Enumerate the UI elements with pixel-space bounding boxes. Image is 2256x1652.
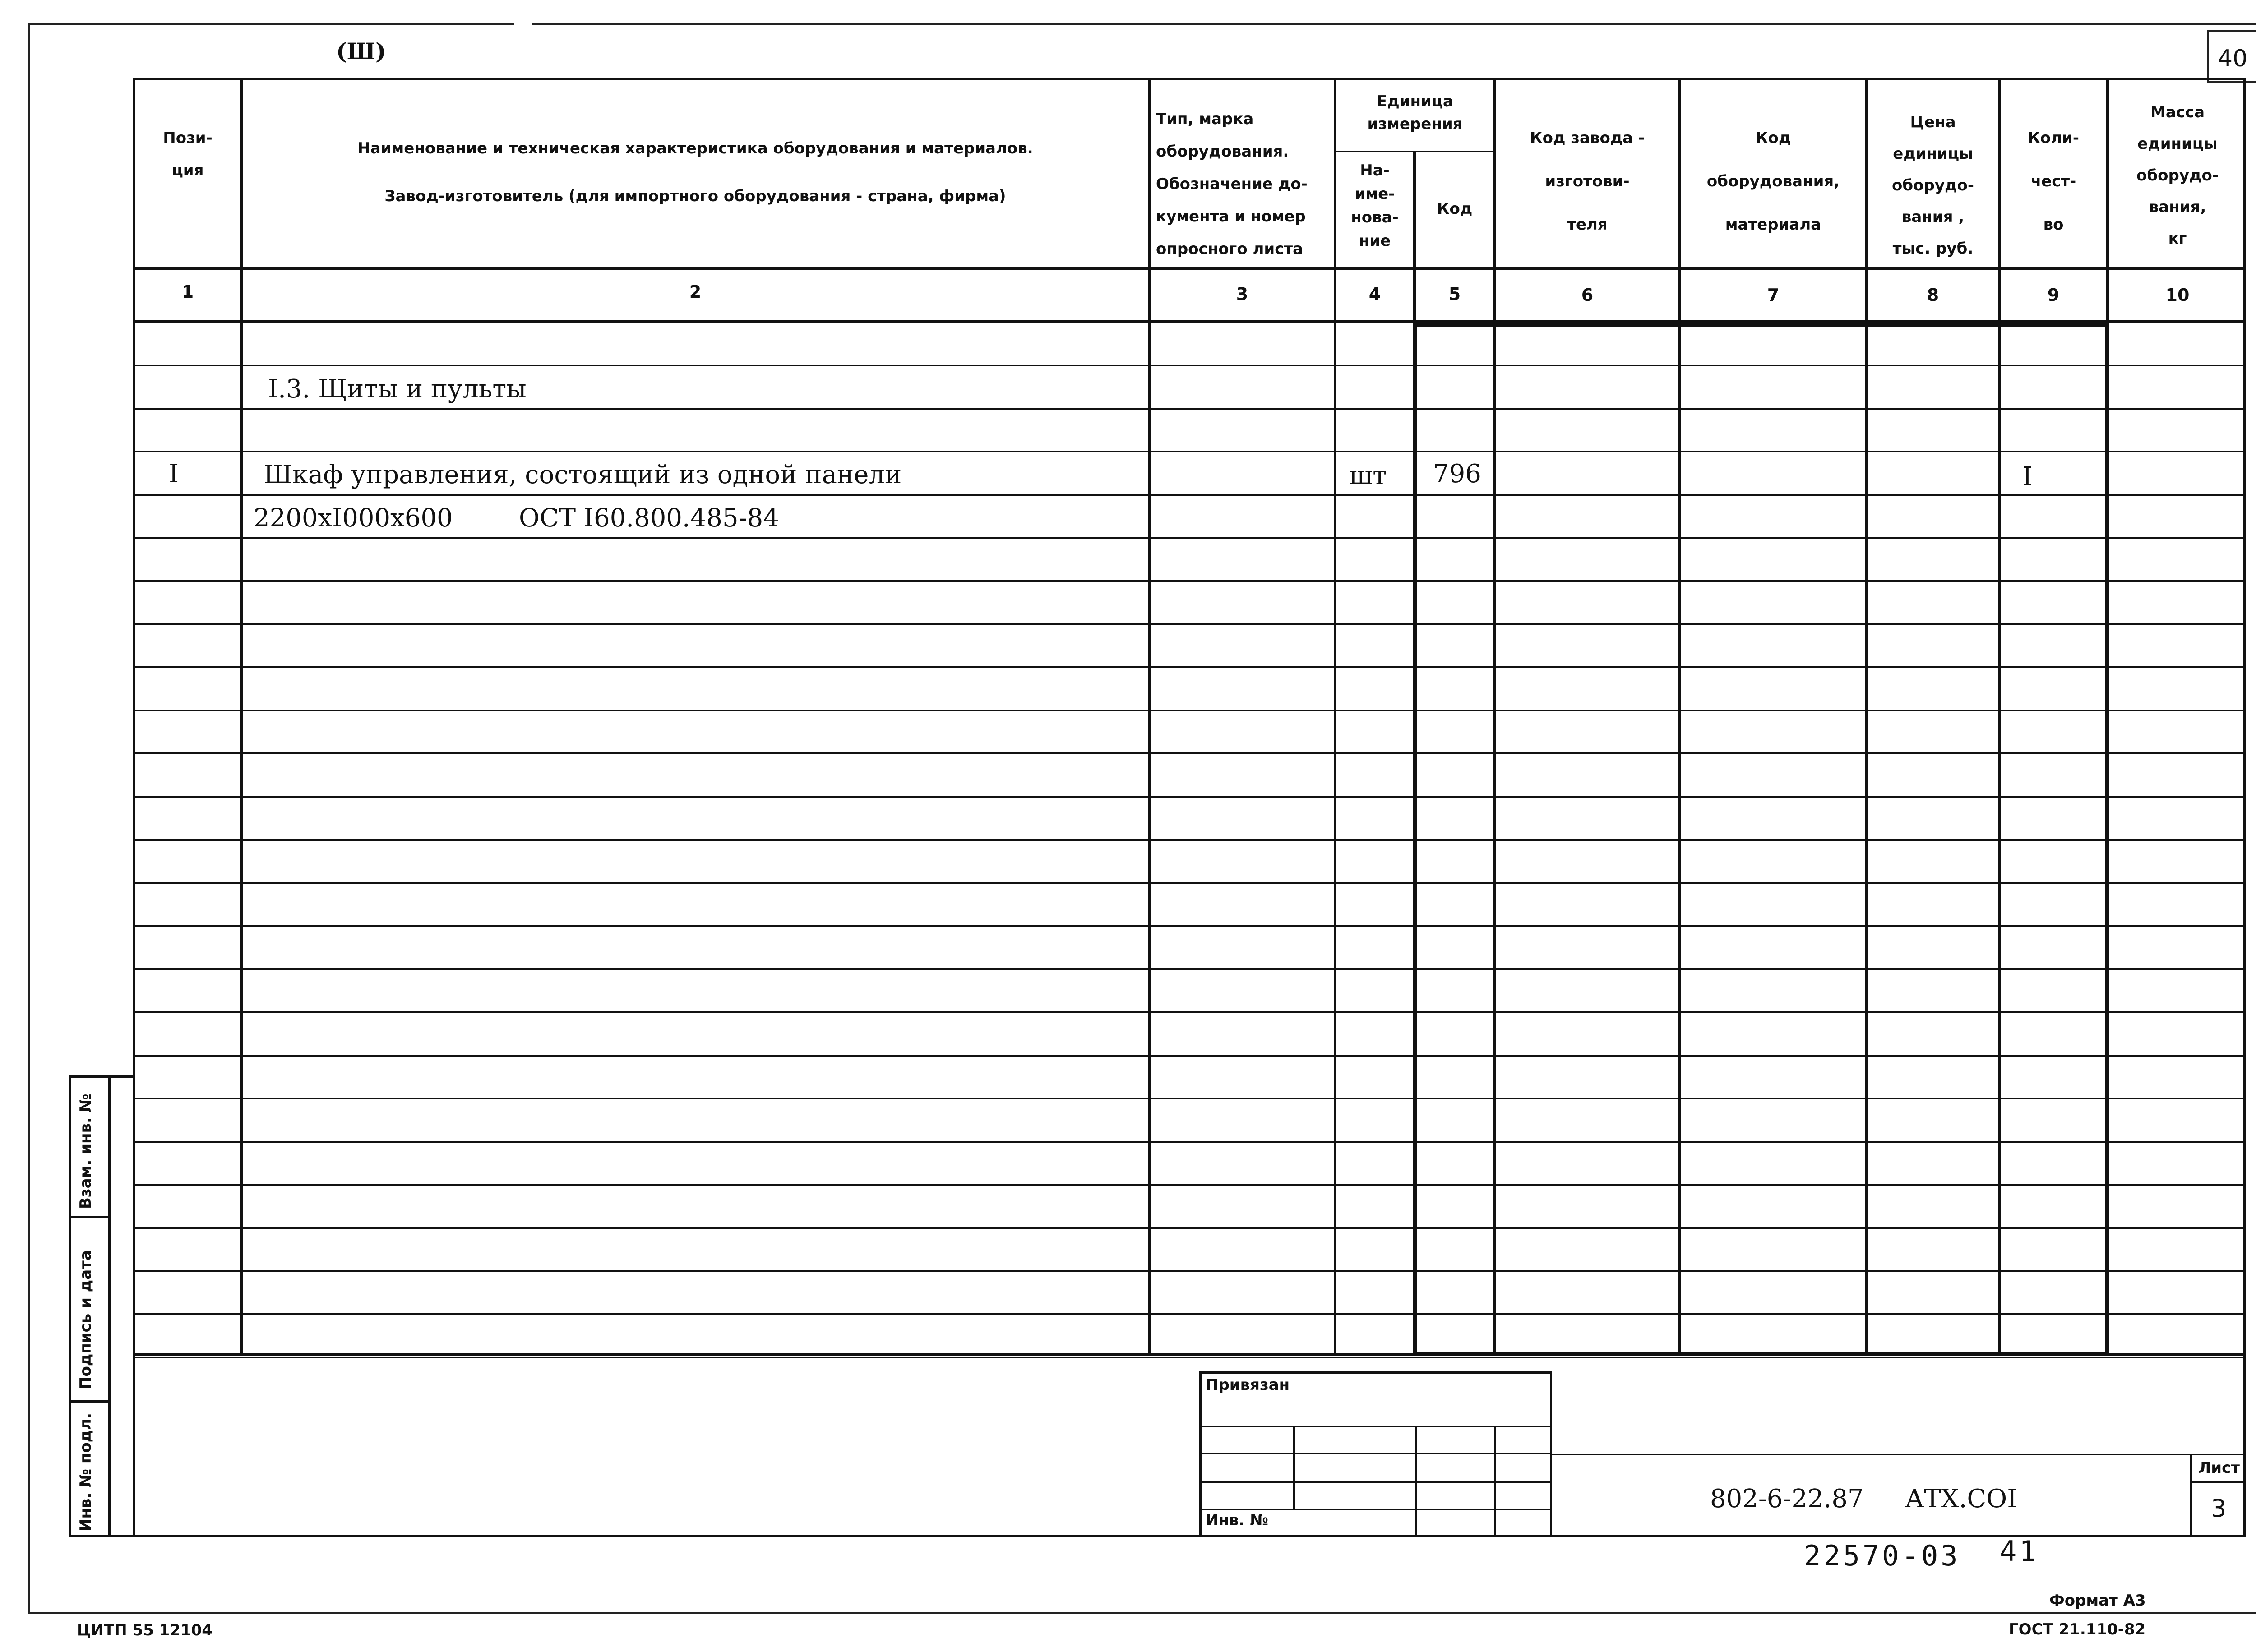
title-block-top <box>1550 1454 2246 1455</box>
privyazan-label: Привязан <box>1206 1376 1290 1394</box>
col-number-2: 2 <box>689 282 702 302</box>
top-page-number: 40 <box>2218 45 2248 72</box>
stamp-vline-3 <box>1494 1426 1496 1537</box>
item-code: 796 <box>1433 459 1481 489</box>
side-divider-1 <box>69 1216 109 1218</box>
header-col10: Масса единицы оборудо- вания, кг <box>2136 103 2219 248</box>
col-number-6: 6 <box>1581 285 1594 305</box>
item-quantity: I <box>2022 462 2033 491</box>
col-line-1 <box>240 78 243 1356</box>
side-label-inv-podl: Инв. № подл. <box>77 1412 95 1532</box>
handwritten-number: 22570-03 <box>1804 1539 1960 1572</box>
doc-code: 802-6-22.87 <box>1710 1484 1864 1514</box>
header-col7: Код оборудования, материала <box>1706 129 1840 234</box>
side-vertical <box>108 1075 111 1537</box>
col-number-1: 1 <box>181 282 194 302</box>
side-divider-2 <box>69 1400 109 1403</box>
header-bottom-line <box>133 267 2246 270</box>
col-line-3 <box>1334 78 1336 1356</box>
header-col2: Наименование и техническая характеристика оборудования и материалов. Завод-изготовитель (для импортного оборудования - страна, фирма) <box>357 139 1033 205</box>
stamp-line-4 <box>1199 1509 1552 1510</box>
col-number-9: 9 <box>2047 285 2060 305</box>
stamp-line-1 <box>1199 1426 1552 1427</box>
footer-format: Формат А3 <box>2049 1592 2146 1610</box>
bold-data-box <box>1413 323 2109 1356</box>
item-position: I <box>169 459 179 489</box>
doc-mark: АТХ.СОI <box>1905 1484 2017 1514</box>
side-label-vzam: Взам. инв. № <box>77 1094 95 1209</box>
header-col5: Код <box>1437 200 1473 218</box>
item-unit: шт <box>1349 461 1387 490</box>
header-col6: Код завода - изготови- теля <box>1530 129 1645 234</box>
col-number-4: 4 <box>1368 284 1381 304</box>
stamp-line-2 <box>1199 1453 1552 1454</box>
list-box-divider <box>2190 1481 2246 1483</box>
header-unit-group: Единица измерения <box>1367 92 1463 133</box>
col-number-8: 8 <box>1927 285 1939 305</box>
header-col9: Коли- чест- во <box>2028 129 2079 234</box>
col-number-10: 10 <box>2165 285 2190 305</box>
col-number-7: 7 <box>1767 285 1780 305</box>
side-label-podpis: Подпись и дата <box>77 1250 95 1389</box>
footer-left: ЦИТП 55 12104 <box>77 1621 213 1639</box>
footer-gost: ГОСТ 21.110-82 <box>2009 1620 2146 1638</box>
inv-no-label: Инв. № <box>1206 1511 1269 1529</box>
col-line-2 <box>1148 78 1151 1356</box>
list-label: Лист <box>2198 1459 2240 1477</box>
col-number-5: 5 <box>1448 284 1461 304</box>
item-standard: ОСТ I60.800.485-84 <box>519 503 779 533</box>
stamp-vline-1 <box>1293 1426 1295 1509</box>
item-spec: 2200хI000х600 <box>254 503 453 533</box>
header-col8: Цена единицы оборудо- вания , тыс. руб. <box>1892 113 1974 258</box>
col-number-3: 3 <box>1236 284 1248 304</box>
section-title: I.3. Щиты и пульты <box>268 374 527 404</box>
header-col1: Пози- ция <box>163 129 213 180</box>
stamp-vline-2 <box>1415 1426 1417 1537</box>
section-mark: (Ш) <box>336 38 386 65</box>
stamp-line-3 <box>1199 1481 1552 1483</box>
header-col3: Тип, марка оборудования. Обозначение до- кумента и номер опросного листа <box>1156 110 1308 258</box>
frame-top-gap <box>514 20 532 29</box>
list-number: 3 <box>2211 1494 2227 1523</box>
header-col4: На- име- нова- ние <box>1351 162 1399 250</box>
item-name: Шкаф управления, состоящий из одной панели <box>264 460 902 489</box>
handwritten-page: 41 <box>2000 1535 2039 1568</box>
